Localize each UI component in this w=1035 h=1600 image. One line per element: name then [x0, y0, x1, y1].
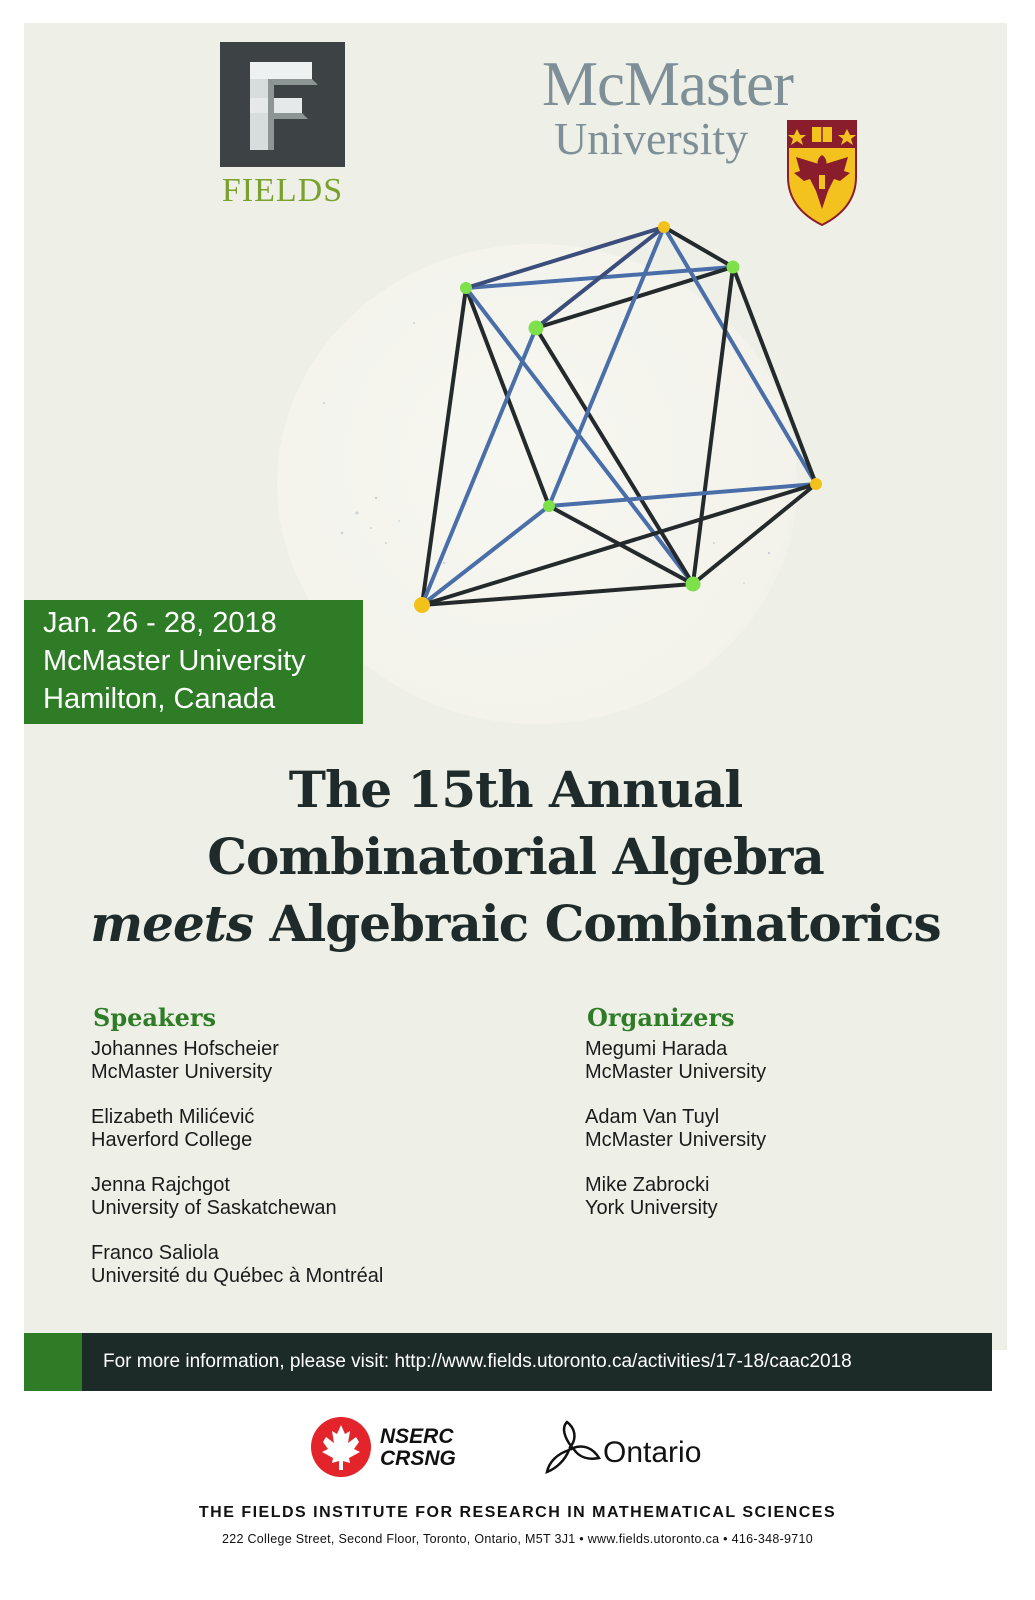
ontario-logo	[545, 1418, 735, 1484]
speaker-name: Johannes Hofscheier	[91, 1038, 279, 1060]
graph-node	[460, 282, 472, 294]
title-meets: meets	[90, 894, 254, 953]
graph-node	[529, 321, 544, 336]
speaker-name: Franco Saliola	[91, 1242, 219, 1264]
speaker-entry	[91, 1174, 383, 1220]
organizer-entry	[585, 1106, 766, 1152]
speaker-affiliation: McMaster University	[91, 1061, 273, 1083]
organizer-name: Mike Zabrocki	[585, 1174, 710, 1196]
organizer-affiliation: McMaster University	[585, 1129, 767, 1151]
speaker-entry	[91, 1106, 383, 1152]
organizer-affiliation: McMaster University	[585, 1061, 767, 1083]
graph-node	[543, 500, 555, 512]
speaker-affiliation: Université du Québec à Montréal	[91, 1265, 384, 1287]
nserc-wordmark	[380, 1426, 456, 1470]
info-bar	[24, 1333, 992, 1391]
footer-address: 222 College Street, Second Floor, Toronto, Ontario, M5T 3J1 • www.fields.utoronto.ca • 416-348-9710	[221, 1532, 814, 1546]
speaker-affiliation: University of Saskatchewan	[91, 1197, 337, 1219]
graph-node	[727, 261, 740, 274]
maple-leaf-icon	[310, 1416, 372, 1478]
graph-speckles	[323, 322, 770, 584]
graph-nodes	[414, 221, 822, 613]
fields-label: FIELDS	[221, 172, 344, 209]
speaker-entry	[91, 1038, 383, 1084]
title-line-3-rest: Algebraic Combinatorics	[269, 894, 941, 953]
title-line-1: The 15th Annual	[288, 760, 743, 819]
organizer-entry	[585, 1038, 766, 1084]
ontario-wordmark: Ontario	[603, 1436, 702, 1469]
graph-node	[686, 577, 701, 592]
speaker-name: Elizabeth Milićević	[91, 1106, 255, 1128]
speakers-section	[91, 1003, 383, 1310]
event-date: Jan. 26 - 28, 2018	[43, 607, 277, 639]
graph-node	[810, 478, 822, 490]
graph-edges	[422, 227, 816, 605]
title-line-2: Combinatorial Algebra	[207, 827, 824, 886]
speaker-affiliation: Haverford College	[91, 1129, 253, 1151]
organizer-name: Adam Van Tuyl	[585, 1106, 720, 1128]
organizers-heading: Organizers	[587, 1003, 735, 1032]
event-city: Hamilton, Canada	[43, 683, 276, 715]
nserc-line-2: CRSNG	[380, 1447, 456, 1470]
organizers-section	[585, 1003, 766, 1242]
organizer-name: Megumi Harada	[585, 1038, 728, 1060]
event-info-box	[24, 600, 363, 724]
trillium-icon	[545, 1418, 603, 1480]
event-venue: McMaster University	[43, 645, 306, 677]
nserc-line-1: NSERC	[380, 1425, 454, 1448]
graph-node	[658, 221, 670, 233]
organizer-affiliation: York University	[585, 1197, 718, 1219]
nserc-logo	[310, 1416, 490, 1482]
speakers-heading: Speakers	[93, 1003, 216, 1032]
info-bar-accent	[24, 1333, 82, 1391]
organizer-entry	[585, 1174, 766, 1220]
conference-title	[24, 756, 1007, 957]
speaker-name: Jenna Rajchgot	[91, 1174, 230, 1196]
mcmaster-subtitle: University	[554, 113, 749, 164]
speaker-entry	[91, 1242, 383, 1288]
graph-node	[414, 597, 430, 613]
title-line-3	[24, 890, 1007, 957]
poster	[24, 23, 1007, 1350]
mcmaster-name: McMaster	[542, 49, 793, 119]
footer-institute: THE FIELDS INSTITUTE FOR RESEARCH IN MATHEMATICAL SCIENCES	[198, 1504, 837, 1521]
info-link[interactable]: For more information, please visit: http://www.fields.utoronto.ca/activities/17-18/caac2018	[103, 1351, 852, 1372]
